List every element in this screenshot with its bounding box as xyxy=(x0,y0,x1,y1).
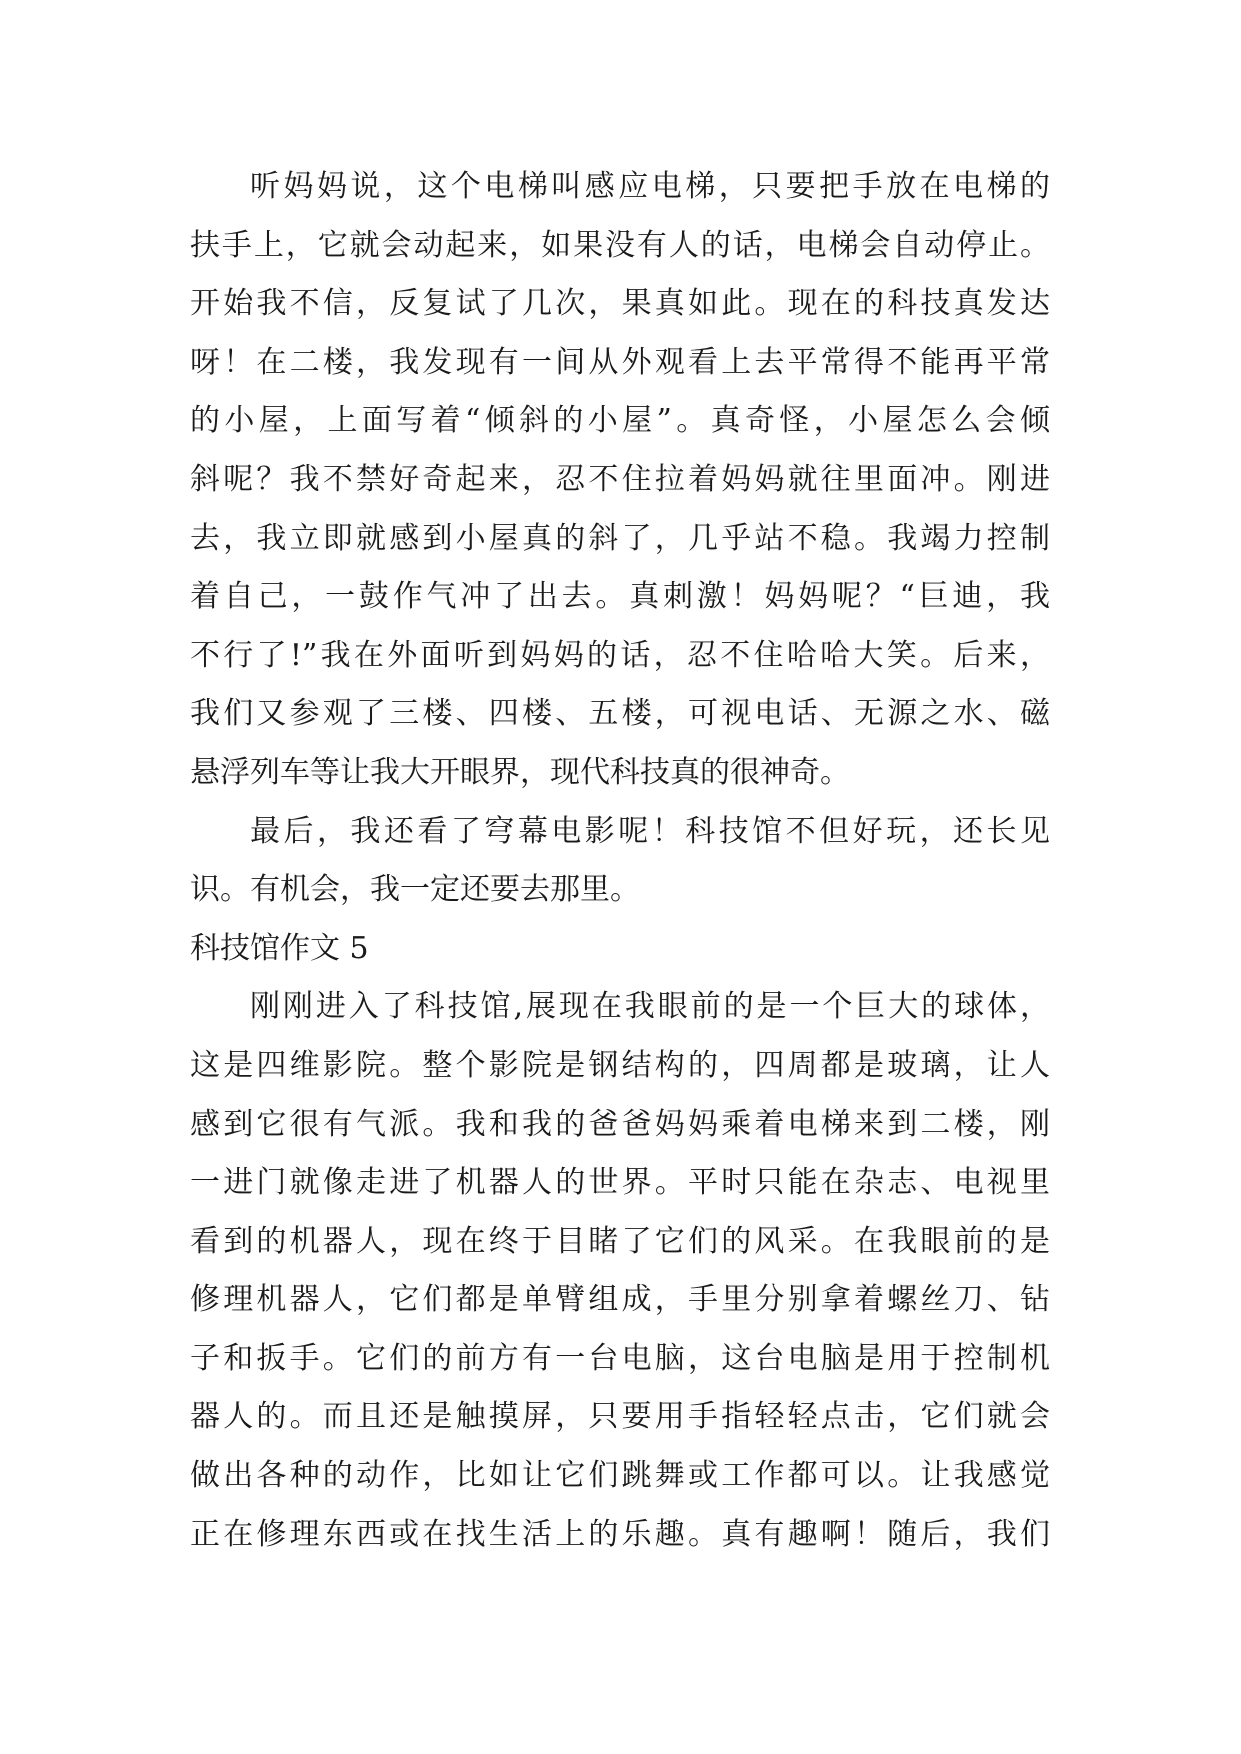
text-line: 看到的机器人，现在终于目睹了它们的风采。在我眼前的是 xyxy=(190,1223,1050,1259)
text-line: 开始我不信，反复试了几次，果真如此。现在的科技真发达 xyxy=(190,286,1050,322)
text-line: 科技馆作文 5 xyxy=(190,930,369,966)
text-line: 扶手上，它就会动起来，如果没有人的话，电梯会自动停止。 xyxy=(190,227,1050,263)
text-line: 做出各种的动作，比如让它们跳舞或工作都可以。让我感觉 xyxy=(190,1458,1050,1494)
text-line: 的小屋，上面写着“倾斜的小屋”。真奇怪，小屋怎么会倾 xyxy=(190,403,1050,439)
text-line: 这是四维影院。整个影院是钢结构的，四周都是玻璃，让人 xyxy=(190,1047,1050,1083)
text-line: 最后，我还看了穹幕电影呢！科技馆不但好玩，还长见 xyxy=(250,813,1050,849)
text-line: 听妈妈说，这个电梯叫感应电梯，只要把手放在电梯的 xyxy=(250,169,1050,204)
text-line: 去，我立即就感到小屋真的斜了，几乎站不稳。我竭力控制 xyxy=(190,520,1050,556)
text-line: 修理机器人，它们都是单臂组成，手里分别拿着螺丝刀、钻 xyxy=(190,1282,1050,1318)
text-line: 悬浮列车等让我大开眼界，现代科技真的很神奇。 xyxy=(190,754,850,790)
text-line: 斜呢？我不禁好奇起来，忍不住拉着妈妈就往里面冲。刚进 xyxy=(190,461,1050,497)
text-line: 器人的。而且还是触摸屏，只要用手指轻轻点击，它们就会 xyxy=(190,1399,1050,1435)
text-line: 我们又参观了三楼、四楼、五楼，可视电话、无源之水、磁 xyxy=(190,696,1050,732)
text-line: 正在修理东西或在找生活上的乐趣。真有趣啊！随后，我们 xyxy=(190,1516,1050,1552)
text-line: 识。有机会，我一定还要去那里。 xyxy=(190,872,640,908)
text-line: 着自己，一鼓作气冲了出去。真刺激！妈妈呢？“巨迪，我 xyxy=(190,579,1050,615)
document-body xyxy=(190,158,1050,1564)
text-line: 感到它很有气派。我和我的爸爸妈妈乘着电梯来到二楼，刚 xyxy=(190,1106,1050,1142)
text-line: 一进门就像走进了机器人的世界。平时只能在杂志、电视里 xyxy=(190,1165,1050,1201)
text-line: 子和扳手。它们的前方有一台电脑，这台电脑是用于控制机 xyxy=(190,1340,1050,1376)
text-line: 刚刚进入了科技馆,展现在我眼前的是一个巨大的球体， xyxy=(250,989,1050,1025)
text-line: 呀！在二楼，我发现有一间从外观看上去平常得不能再平常 xyxy=(190,344,1050,380)
text-line: 不行了!”我在外面听到妈妈的话，忍不住哈哈大笑。后来， xyxy=(190,637,1050,673)
